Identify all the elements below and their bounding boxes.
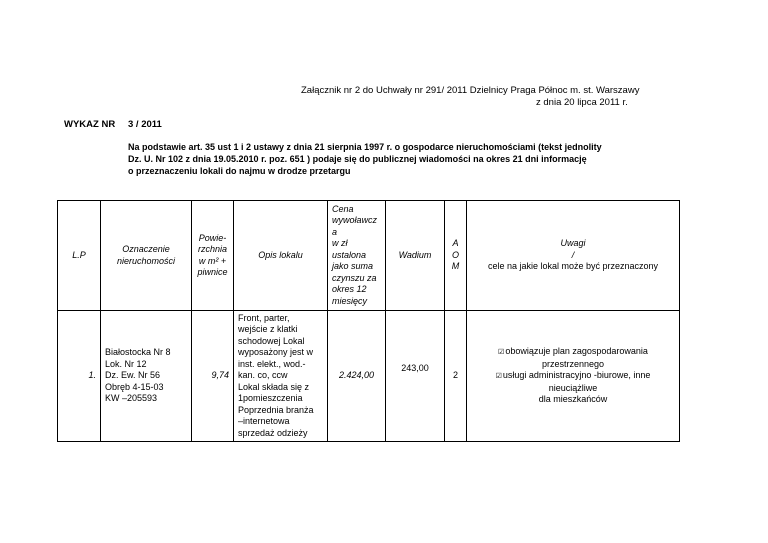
- check-bullet-icon: ☑: [495, 373, 502, 381]
- intro-line-3: o przeznaczeniu lokali do najmu w drodze przetargu: [128, 166, 351, 176]
- check-bullet-icon: ☑: [498, 349, 505, 357]
- header-uwagi: Uwagi / cele na jakie lokal może być przeznaczony: [467, 201, 680, 311]
- intro-line-2: Dz. U. Nr 102 z dnia 19.05.2010 r. poz. 651 ) podaje się do publicznej wiadomości na okres 21 dni informację: [128, 154, 587, 164]
- table-row: [58, 311, 680, 442]
- wykaz-label: WYKAZ NR: [64, 119, 116, 130]
- header-powierzchnia: Powie- rzchnia w m² + piwnice: [192, 201, 234, 311]
- header-oznaczenie: Oznaczenie nieruchomości: [101, 201, 192, 311]
- intro-paragraph: [128, 141, 640, 177]
- cell-oznaczenie: Białostocka Nr 8 Lok. Nr 12 Dz. Ew. Nr 56 Obręb 4-15-03 KW –205593: [101, 311, 192, 442]
- cell-uwagi: ☑obowiązuje plan zagospodarowania przestrzennego ☑usługi administracyjno -biurowe, inne nieuciążliwe dla mieszkańców: [467, 311, 680, 442]
- intro-line-1: Na podstawie art. 35 ust 1 i 2 ustawy z dnia 21 sierpnia 1997 r. o gospodarce nieruchomościami (tekst jednolity: [128, 142, 602, 152]
- premises-table: [57, 200, 680, 442]
- header-lp: L.P: [58, 201, 101, 311]
- cell-lp: 1.: [58, 311, 101, 442]
- attachment-date: z dnia 20 lipca 2011 r.: [536, 97, 628, 108]
- cell-wadium: 243,00: [386, 311, 445, 442]
- cell-aom: 2: [445, 311, 467, 442]
- wykaz-number: 3 / 2011: [128, 119, 162, 130]
- attachment-title: Załącznik nr 2 do Uchwały nr 291/ 2011 Dzielnicy Praga Północ m. st. Warszawy: [301, 85, 640, 96]
- cell-cena: 2.424,00: [328, 311, 386, 442]
- cell-powierzchnia: 9,74: [192, 311, 234, 442]
- header-opis: Opis lokalu: [234, 201, 328, 311]
- cell-opis: Front, parter, wejście z klatki schodowej Lokal wyposażony jest w inst. elekt., wod.- kan. co, ccw Lokal składa się z 1pomieszczenia Poprzednia branża –internetowa sprzedaż odzieży: [234, 311, 328, 442]
- header-wadium: Wadium: [386, 201, 445, 311]
- table-header-row: [58, 201, 680, 311]
- header-cena: Cena wywoławcz a w zł ustalona jako suma czynszu za okres 12 miesięcy: [328, 201, 386, 311]
- header-aom: A O M: [445, 201, 467, 311]
